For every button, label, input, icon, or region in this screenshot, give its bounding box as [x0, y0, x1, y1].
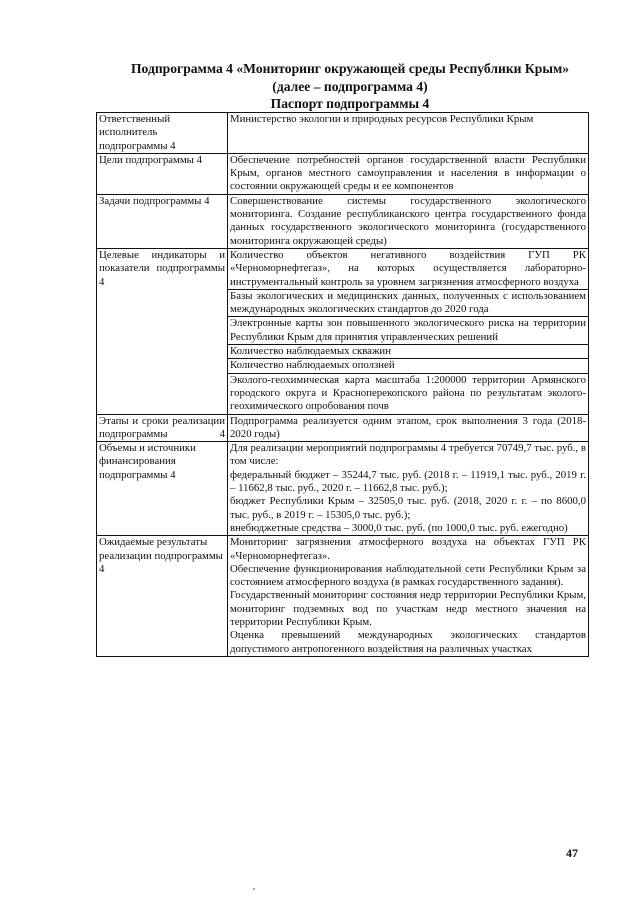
funding-federal: федеральный бюджет – 35244,7 тыс. руб. (2018 г. – 11919,1 тыс. руб., 2019 г. – 11662,8 тыс. руб., 2020 г. – 11662,8 тыс. руб.);	[230, 468, 586, 495]
indicator-item: Количество наблюдаемых оползней	[228, 359, 589, 373]
tasks-label: Задачи подпрограммы 4	[97, 194, 228, 248]
page-number: 47	[566, 846, 578, 860]
stages-value: Подпрограмма реализуется одним этапом, срок выполнения 3 года (2018-2020 годы)	[228, 414, 589, 442]
results-label: Ожидаемые результаты реализации подпрограммы 4	[97, 536, 228, 657]
goals-value: Обеспечение потребностей органов государственной власти Республики Крым, органов местного самоуправления и населения в информации о состоянии окружающей среды и ее компонентов	[228, 153, 589, 194]
funding-value	[228, 442, 589, 536]
row-goals	[97, 153, 589, 194]
indicators-label: Целевые индикаторы и показатели подпрограммы 4	[97, 248, 228, 414]
goals-label: Цели подпрограммы 4	[97, 153, 228, 194]
executor-value: Министерство экологии и природных ресурсов Республики Крым	[228, 113, 589, 154]
indicator-item: Эколого-геохимическая карта масштаба 1:200000 территории Армянского городского округа и Красноперекопского района по результатам эколого-геохимического опробования почв	[228, 373, 589, 414]
funding-total: Для реализации мероприятий подпрограммы 4 требуется 70749,7 тыс. руб., в том числе:	[230, 442, 586, 468]
row-tasks	[97, 194, 589, 248]
result-item: Мониторинг загрязнения атмосферного воздуха на объектах ГУП РК «Черноморнефтегаз».	[230, 536, 586, 562]
result-item: Государственный мониторинг состояния недр территории Республики Крым, мониторинг подземных вод по участкам недр местного значения на территории Республики Крым.	[230, 589, 586, 628]
results-value	[228, 536, 589, 657]
indicator-item: Количество наблюдаемых скважин	[228, 345, 589, 359]
funding-extrabudgetary: внебюджетные средства – 3000,0 тыс. руб. (по 1000,0 тыс. руб. ежегодно)	[230, 521, 568, 534]
executor-label: Ответственный исполнитель подпрограммы 4	[97, 113, 228, 154]
funding-label: Объемы и источники финансирования подпрограммы 4	[97, 442, 228, 536]
row-indicator	[97, 248, 589, 289]
passport-table	[96, 112, 589, 657]
subprogram-title: Подпрограмма 4 «Мониторинг окружающей среды Республики Крым»	[130, 61, 569, 76]
indicator-item: Количество объектов негативного воздействия ГУП РК «Черноморнефтегаз», на которых осуществляется лабораторно-инструментальный контроль за уровнем загрязнения атмосферного воздуха	[228, 248, 589, 289]
indicator-item: Электронные карты зон повышенного экологического риска на территории Республики Крым для принятия управленческих решений	[228, 317, 589, 345]
stages-label: Этапы и сроки реализации подпрограммы 4	[97, 414, 228, 442]
subprogram-subtitle: (далее – подпрограмма 4)	[272, 79, 428, 94]
row-funding	[97, 442, 589, 536]
result-item: Обеспечение функционирования наблюдательной сети Республики Крым за состоянием атмосферного воздуха (в рамках государственного задания).	[230, 562, 586, 589]
tasks-value: Совершенствование системы государственного экологического мониторинга. Создание республиканского центра государственного фонда данных государственного экологического мониторинга (государственного мониторинга окружающей среды)	[228, 194, 589, 248]
funding-regional: бюджет Республики Крым – 32505,0 тыс. руб. (2018, 2020 г. г. – по 8600,0 тыс. руб., в 2019 г. – 15305,0 тыс. руб.);	[230, 495, 586, 521]
indicator-item: Базы экологических и медицинских данных, полученных с использованием международных экологических стандартов до 2020 года	[228, 289, 589, 317]
result-item: Оценка превышений международных экологических стандартов допустимого антропогенного воздействия на различных участках	[230, 629, 586, 655]
row-executor	[97, 113, 589, 154]
passport-title: Паспорт подпрограммы 4	[270, 96, 430, 111]
row-results	[97, 536, 589, 657]
scan-speck	[253, 888, 255, 890]
row-stages	[97, 414, 589, 442]
